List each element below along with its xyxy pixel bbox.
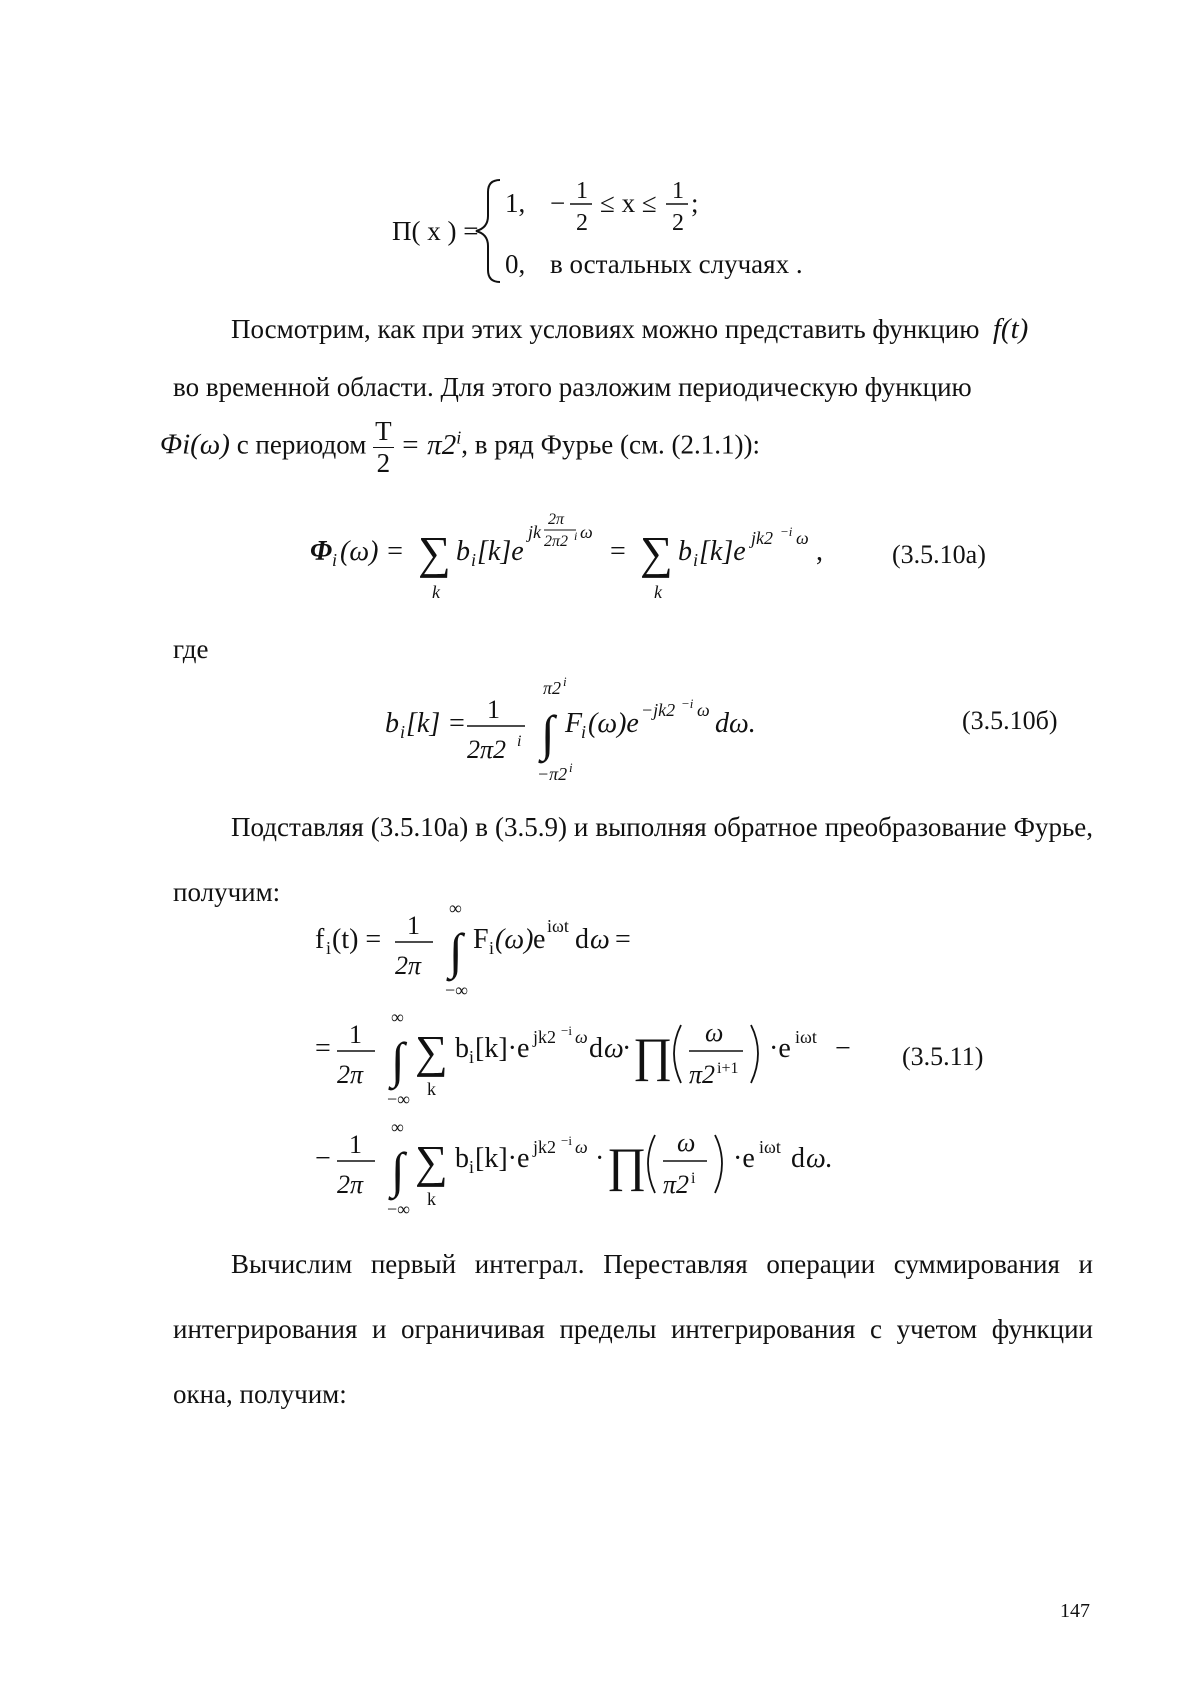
svg-text:i: i [563, 674, 567, 689]
pi-case2-value: 0, [505, 249, 526, 279]
svg-text:ω.: ω. [806, 1143, 833, 1174]
svg-text:ω: ω [604, 1033, 624, 1064]
svg-text:k: k [654, 582, 662, 602]
svg-text:b: b [455, 1033, 469, 1064]
svg-text:·e: ·e [769, 1033, 791, 1064]
svg-text:i: i [691, 1170, 696, 1187]
svg-text:−π2: −π2 [537, 764, 568, 784]
svg-text:i: i [569, 760, 573, 775]
svg-text:i: i [326, 938, 332, 958]
equation-3-5-11-line-1 [315, 900, 675, 1000]
svg-text:i: i [400, 722, 406, 742]
svg-text:k: k [427, 1189, 436, 1209]
paragraph-1: Посмотрим, как при этих условиях можно представить функцию f(t) [231, 313, 1029, 345]
svg-text:∑: ∑ [418, 527, 451, 578]
svg-text:−∞: −∞ [387, 1199, 410, 1219]
svg-text:−jk2: −jk2 [641, 700, 676, 720]
svg-text:∞: ∞ [449, 900, 462, 918]
svg-text:1: 1 [672, 178, 684, 204]
svg-text:[k]·e: [k]·e [475, 1033, 530, 1064]
equation-3-5-11-line-2 [315, 1005, 875, 1110]
svg-text:(ω): (ω) [495, 924, 534, 955]
svg-text:F: F [565, 708, 583, 739]
svg-text:i: i [469, 1157, 475, 1177]
svg-text:iωt: iωt [759, 1137, 781, 1157]
svg-text:−i: −i [561, 1133, 572, 1148]
equation-label-3-5-11: (3.5.11) [902, 1042, 984, 1071]
svg-text:−: − [315, 1143, 331, 1174]
word-gde: где [173, 634, 209, 664]
inline-phi-omega: Φi(ω) [160, 428, 230, 461]
svg-text:f: f [315, 924, 325, 955]
svg-text:π2: π2 [543, 678, 562, 698]
svg-text:d: d [589, 1033, 603, 1064]
svg-text:k: k [432, 582, 440, 602]
svg-text:2: 2 [576, 210, 588, 236]
svg-text:i: i [471, 550, 477, 570]
svg-text:∑: ∑ [640, 527, 673, 578]
svg-text:jk2: jk2 [533, 1137, 557, 1157]
svg-text:ω: ω [796, 528, 809, 548]
svg-text:∫: ∫ [541, 705, 555, 761]
equation-3-5-10a [310, 502, 850, 612]
svg-text:(ω)e: (ω)e [588, 708, 639, 739]
equation-label-3-5-10a: (3.5.10а) [892, 540, 986, 569]
svg-text:[k]e: [k]e [477, 536, 524, 567]
svg-text:iωt: iωt [547, 916, 569, 936]
paragraph-2-line-1: во временной области. Для этого разложим периодическую функцию [173, 372, 972, 402]
svg-text:∏: ∏ [607, 1139, 647, 1192]
svg-text:1: 1 [407, 911, 420, 940]
inline-f-of-t: f(t) [992, 313, 1029, 345]
svg-text:[k]·e: [k]·e [475, 1143, 530, 1174]
svg-text:1: 1 [487, 695, 500, 724]
svg-text:∞: ∞ [391, 1117, 404, 1137]
equation-3-5-11-line-3 [315, 1115, 875, 1220]
svg-text:b: b [456, 536, 470, 567]
svg-text:i: i [469, 1047, 475, 1067]
svg-text:2π: 2π [548, 511, 565, 528]
paragraph-3: Подставляя (3.5.10а) в (3.5.9) и выполняя обратное преобразование Фурье, получим: [173, 812, 1093, 907]
svg-text:iωt: iωt [795, 1027, 817, 1047]
svg-text:jk: jk [528, 522, 541, 542]
svg-text:∞: ∞ [391, 1007, 404, 1027]
svg-text:2π: 2π [337, 1170, 364, 1199]
svg-text:F: F [473, 924, 489, 955]
svg-text:i: i [693, 550, 699, 570]
svg-text:·e: ·e [733, 1143, 755, 1174]
svg-text:π2: π2 [663, 1170, 690, 1199]
svg-text:−: − [550, 188, 566, 218]
svg-text:i: i [581, 722, 587, 742]
svg-text:=: = [315, 1033, 331, 1064]
equation-label-3-5-10b: (3.5.10б) [962, 706, 1058, 735]
svg-text:jk2: jk2 [533, 1027, 557, 1047]
svg-text:2π: 2π [395, 951, 422, 980]
svg-text:−i: −i [561, 1023, 572, 1038]
svg-text:b: b [385, 708, 399, 739]
pi-lhs: Π( x ) = [392, 216, 479, 246]
svg-text:2π2: 2π2 [467, 735, 507, 764]
svg-text:[k] =: [k] = [406, 708, 467, 739]
equation-3-5-10b [385, 670, 805, 790]
pi-case2-condition: в остальных случаях . [550, 249, 803, 279]
svg-text:2π2: 2π2 [544, 533, 569, 550]
svg-text:b: b [678, 536, 692, 567]
svg-text:(t) =: (t) = [332, 924, 382, 955]
svg-text:1: 1 [349, 1020, 362, 1049]
svg-text:−∞: −∞ [445, 980, 468, 1000]
svg-text:=: = [610, 536, 626, 567]
pi-case1-condition: ≤ x ≤ [600, 188, 657, 218]
svg-text:−i: −i [681, 696, 694, 711]
svg-text:ω: ω [677, 1128, 696, 1157]
svg-text:ω: ω [575, 1027, 588, 1047]
svg-text:e: e [533, 924, 546, 955]
pi-case1-value: 1, [505, 188, 526, 218]
svg-text:−∞: −∞ [387, 1089, 410, 1109]
svg-text:;: ; [691, 188, 699, 218]
svg-text:−i: −i [780, 524, 793, 539]
svg-text:d: d [791, 1143, 805, 1174]
svg-text:·: · [622, 1033, 632, 1064]
svg-text:,: , [816, 536, 823, 567]
svg-text:k: k [427, 1079, 436, 1099]
svg-text:i+1: i+1 [717, 1060, 739, 1077]
svg-text:ω: ω [575, 1137, 588, 1157]
svg-text:d: d [575, 924, 589, 955]
svg-text:π2: π2 [689, 1060, 716, 1089]
svg-text:2π: 2π [337, 1060, 364, 1089]
svg-text:∫: ∫ [391, 1032, 405, 1088]
paragraph-2-line-2: Φi(ω) с периодом $\frac{T}{2}$ = $\pi 2^i$, в ряд Фурье (см. (2.1.1)): [160, 416, 761, 478]
svg-text:ω: ω [697, 700, 710, 720]
svg-text:ω: ω [590, 924, 610, 955]
page-number: 147 [1060, 1600, 1090, 1622]
svg-text:1: 1 [349, 1130, 362, 1159]
svg-text:ω: ω [705, 1018, 724, 1047]
svg-text:∫: ∫ [449, 923, 463, 979]
svg-text:dω.: dω. [715, 708, 756, 739]
svg-text:(ω) =: (ω) = [340, 536, 405, 567]
svg-text:−: − [835, 1033, 851, 1064]
svg-text:∏: ∏ [633, 1029, 673, 1082]
pi-function-definition [380, 170, 840, 290]
svg-text:jk2: jk2 [751, 528, 773, 548]
svg-text:ω: ω [580, 522, 593, 542]
svg-text:1: 1 [576, 178, 588, 204]
svg-text:·: · [595, 1143, 605, 1174]
svg-text:i: i [517, 733, 522, 750]
svg-text:[k]e: [k]e [699, 536, 746, 567]
svg-text:i: i [489, 938, 495, 958]
svg-text:i: i [574, 529, 578, 543]
svg-text:=: = [615, 924, 631, 955]
svg-text:∑: ∑ [415, 1136, 448, 1187]
svg-text:2: 2 [672, 210, 684, 236]
svg-text:Φ: Φ [310, 536, 333, 567]
svg-text:i: i [332, 550, 338, 570]
svg-text:∫: ∫ [391, 1142, 405, 1198]
paragraph-4: Вычислим первый интеграл. Переставляя операции суммирования и интегрирования и ограничивая пределы интегрирования с учетом функции окна, получим: [173, 1249, 1093, 1409]
svg-text:b: b [455, 1143, 469, 1174]
svg-text:∑: ∑ [415, 1026, 448, 1077]
